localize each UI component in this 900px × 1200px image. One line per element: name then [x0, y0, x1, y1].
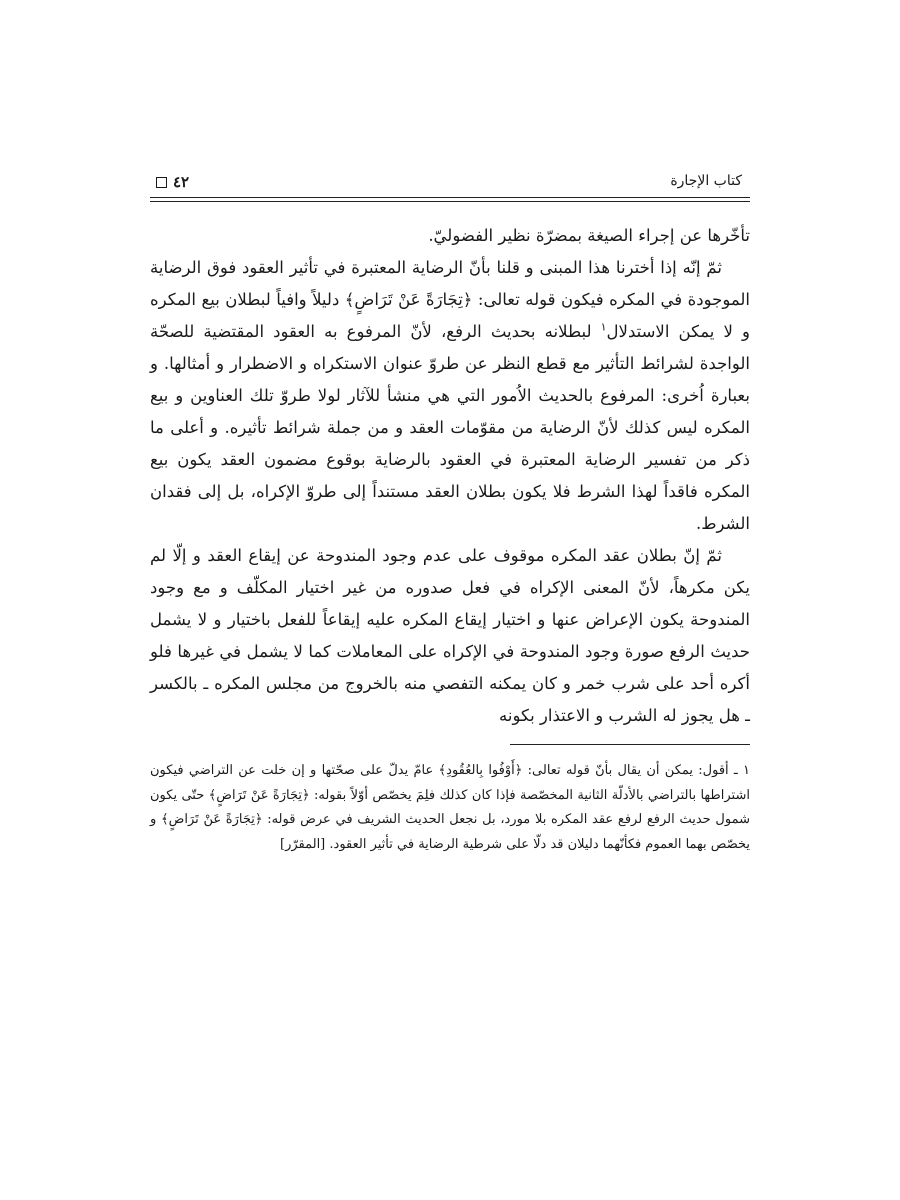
main-text [150, 220, 750, 732]
header-double-rule [150, 197, 750, 202]
page-number-group [156, 173, 189, 191]
paragraph-2-text: ثمّ إنّه إذا أخترنا هذا المبنى و قلنا بأنّ الرضاية المعتبرة في تأثير العقود فوق الرضاية الموجودة في المكره فيكون قوله تعالى: ﴿تِجَارَةً عَنْ تَرَاضٍ﴾ دليلاً وافياً لبطلان بيع المكره و لا يمكن الاستدلال [150, 258, 750, 341]
page [150, 165, 750, 857]
square-bullet-icon [156, 177, 167, 188]
paragraph-3: ثمّ إنّ بطلان عقد المكره موقوف على عدم وجود المندوحة عن إيقاع العقد و إلّا لم يكن مكرهاً، لأنّ المعنى الإكراه في فعل صدوره من غير اختيار المكلّف و مع وجود المندوحة يكون الإعراض عنها و اختيار إيقاع المكره عليه إيقاعاً للفعل باختيار و لا يشمل حديث الرفع صورة وجود المندوحة في الإكراه على المعاملات كما لا يشمل في غيرها فلو أكره أحد على شرب خمر و كان يمكنه التفصي منه بالخروج من مجلس المكره ـ بالكسر ـ هل يجوز له الشرب و الاعتذار بكونه [150, 546, 750, 725]
paragraph-1: تأخّرها عن إجراء الصيغة بمضرّة نظير الفضوليّ. [428, 226, 750, 245]
book-title: كتاب الإجارة [670, 173, 742, 189]
paragraph-2-continued: لبطلانه بحديث الرفع، لأنّ المرفوع به العقود المقتضية للصحّة الواجدة لشرائط التأثير مع قطع النظر عن طروّ عنوان الاستكراه و الاضطرار و أمثالها. و بعبارة اُخرى: المرفوع بالحديث الاُمور التي هي منشأ للآثار لولا طروّ تلك العناوين و بيع المكره ليس كذلك لأنّ الرضاية من مقوّمات العقد و من جملة شرائط تأثيره. و أعلى ما ذكر من تفسير الرضاية المعتبرة في العقود بالرضاية بوقوع مضمون العقد يكون بيع المكره فاقداً لهذا الشرط فلا يكون بطلان العقد مستنداً إلى طروّ الإكراه، بل إلى فقدان الشرط. [150, 322, 750, 533]
page-number: ٤٢ [173, 173, 190, 191]
footnote-1: ١ ـ أقول: يمكن أن يقال بأنّ قوله تعالى: ﴿أَوْفُوا بِالعُقُودِ﴾ عامّ يدلّ على صحّتها و إن خلت عن التراضي فيكون اشتراطها بالتراضي بالأدلّة الثانية المخصّصة فإذا كان كذلك فلِمَ يخصّص أوّلاً بقوله: ﴿تِجَارَةً عَنْ تَرَاضٍ﴾ حتّى يكون شمول حديث الرفع لرفع عقد المكره بلا مورد، بل نجعل الحديث الشريف في عرض قوله: ﴿تِجَارَةً عَنْ تَرَاضٍ﴾ و يخصّص بهما العموم فكأنّهما دليلان قد دلّا على شرطية الرضاية في تأثير العقود. [المقرّر] [150, 763, 750, 852]
footnotes [150, 759, 750, 857]
running-header [150, 165, 750, 193]
footnote-separator [510, 744, 750, 745]
footnote-marker: ١ [600, 320, 607, 334]
paragraph-2 [150, 252, 750, 540]
